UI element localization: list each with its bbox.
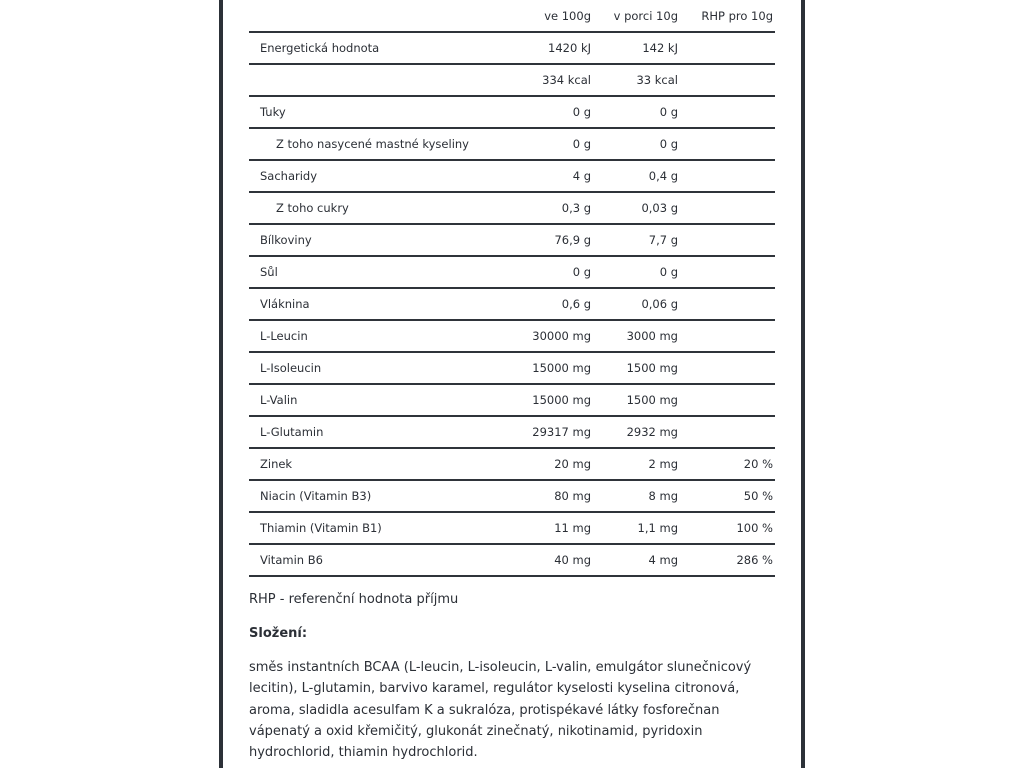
row-rhp-cell bbox=[680, 224, 775, 256]
row-rhp-cell bbox=[680, 384, 775, 416]
row-rhp-cell bbox=[680, 352, 775, 384]
row-portion-cell: 7,7 g bbox=[593, 224, 680, 256]
row-portion-cell: 142 kJ bbox=[593, 32, 680, 64]
nutrition-table bbox=[249, 0, 775, 577]
table-row bbox=[249, 480, 775, 512]
table-row bbox=[249, 128, 775, 160]
row-per100-cell: 76,9 g bbox=[513, 224, 593, 256]
row-name-cell: L-Isoleucin bbox=[249, 352, 513, 384]
row-portion-cell: 0 g bbox=[593, 128, 680, 160]
row-portion-cell: 3000 mg bbox=[593, 320, 680, 352]
table-row bbox=[249, 352, 775, 384]
table-row bbox=[249, 224, 775, 256]
header-cell-name bbox=[249, 0, 513, 32]
row-rhp-cell bbox=[680, 256, 775, 288]
row-portion-cell: 0,4 g bbox=[593, 160, 680, 192]
row-portion-cell: 33 kcal bbox=[593, 64, 680, 96]
row-per100-cell: 0,6 g bbox=[513, 288, 593, 320]
table-row bbox=[249, 320, 775, 352]
row-rhp-cell bbox=[680, 64, 775, 96]
row-rhp-cell bbox=[680, 288, 775, 320]
content-frame bbox=[219, 0, 805, 768]
row-per100-cell: 15000 mg bbox=[513, 384, 593, 416]
row-per100-cell: 0 g bbox=[513, 128, 593, 160]
product-description bbox=[249, 0, 775, 761]
row-name-cell: L-Glutamin bbox=[249, 416, 513, 448]
row-per100-cell: 29317 mg bbox=[513, 416, 593, 448]
row-per100-cell: 80 mg bbox=[513, 480, 593, 512]
table-row bbox=[249, 64, 775, 96]
row-portion-cell: 1,1 mg bbox=[593, 512, 680, 544]
row-rhp-cell: 50 % bbox=[680, 480, 775, 512]
table-header-row bbox=[249, 0, 775, 32]
row-per100-cell: 0 g bbox=[513, 256, 593, 288]
row-per100-cell: 20 mg bbox=[513, 448, 593, 480]
table-row bbox=[249, 544, 775, 576]
row-name-cell: Z toho cukry bbox=[249, 192, 513, 224]
row-per100-cell: 1420 kJ bbox=[513, 32, 593, 64]
row-name-cell: Thiamin (Vitamin B1) bbox=[249, 512, 513, 544]
row-portion-cell: 0 g bbox=[593, 256, 680, 288]
row-portion-cell: 1500 mg bbox=[593, 352, 680, 384]
table-row bbox=[249, 96, 775, 128]
table-row bbox=[249, 384, 775, 416]
table-row bbox=[249, 256, 775, 288]
row-name-cell: Z toho nasycené mastné kyseliny bbox=[249, 128, 513, 160]
row-name-cell bbox=[249, 64, 513, 96]
nutrition-table-body bbox=[249, 32, 775, 576]
row-per100-cell: 11 mg bbox=[513, 512, 593, 544]
row-rhp-cell bbox=[680, 128, 775, 160]
row-name-cell: Niacin (Vitamin B3) bbox=[249, 480, 513, 512]
row-per100-cell: 0,3 g bbox=[513, 192, 593, 224]
table-row bbox=[249, 160, 775, 192]
table-row bbox=[249, 448, 775, 480]
row-per100-cell: 4 g bbox=[513, 160, 593, 192]
row-rhp-cell bbox=[680, 32, 775, 64]
row-name-cell: L-Valin bbox=[249, 384, 513, 416]
row-portion-cell: 0,03 g bbox=[593, 192, 680, 224]
row-per100-cell: 0 g bbox=[513, 96, 593, 128]
row-portion-cell: 8 mg bbox=[593, 480, 680, 512]
row-name-cell: Tuky bbox=[249, 96, 513, 128]
row-portion-cell: 2932 mg bbox=[593, 416, 680, 448]
composition-text: směs instantních BCAA (L-leucin, L-isoleucin, L-valin, emulgátor slunečnicový lecitin), L-glutamin, barvivo karamel, regulátor kyselosti kyselina citronová, aroma, sladidla acesulfam K a sukralóza, protispékavé látky fosforečnan vápenatý a oxid křemičitý, glukonát zinečnatý, nikotinamid, pyridoxin hydrochlorid, thiamin hydrochlorid. bbox=[249, 660, 752, 761]
row-rhp-cell bbox=[680, 320, 775, 352]
row-rhp-cell bbox=[680, 160, 775, 192]
row-name-cell: L-Leucin bbox=[249, 320, 513, 352]
row-rhp-cell bbox=[680, 96, 775, 128]
table-row bbox=[249, 416, 775, 448]
composition-heading: Složení: bbox=[249, 626, 308, 641]
row-per100-cell: 30000 mg bbox=[513, 320, 593, 352]
row-name-cell: Vláknina bbox=[249, 288, 513, 320]
row-portion-cell: 0 g bbox=[593, 96, 680, 128]
header-cell-portion: v porci 10g bbox=[593, 0, 680, 32]
row-rhp-cell: 286 % bbox=[680, 544, 775, 576]
table-row bbox=[249, 192, 775, 224]
header-cell-per100: ve 100g bbox=[513, 0, 593, 32]
row-per100-cell: 15000 mg bbox=[513, 352, 593, 384]
table-row bbox=[249, 32, 775, 64]
row-name-cell: Sůl bbox=[249, 256, 513, 288]
table-row bbox=[249, 288, 775, 320]
row-rhp-cell: 100 % bbox=[680, 512, 775, 544]
row-name-cell: Sacharidy bbox=[249, 160, 513, 192]
table-row bbox=[249, 512, 775, 544]
row-rhp-cell bbox=[680, 192, 775, 224]
row-name-cell: Zinek bbox=[249, 448, 513, 480]
row-name-cell: Vitamin B6 bbox=[249, 544, 513, 576]
row-portion-cell: 4 mg bbox=[593, 544, 680, 576]
row-per100-cell: 40 mg bbox=[513, 544, 593, 576]
row-portion-cell: 0,06 g bbox=[593, 288, 680, 320]
row-portion-cell: 2 mg bbox=[593, 448, 680, 480]
row-name-cell: Bílkoviny bbox=[249, 224, 513, 256]
rhp-note: RHP - referenční hodnota příjmu bbox=[249, 592, 459, 607]
row-per100-cell: 334 kcal bbox=[513, 64, 593, 96]
row-portion-cell: 1500 mg bbox=[593, 384, 680, 416]
header-cell-rhp: RHP pro 10g bbox=[680, 0, 775, 32]
row-rhp-cell: 20 % bbox=[680, 448, 775, 480]
row-name-cell: Energetická hodnota bbox=[249, 32, 513, 64]
row-rhp-cell bbox=[680, 416, 775, 448]
